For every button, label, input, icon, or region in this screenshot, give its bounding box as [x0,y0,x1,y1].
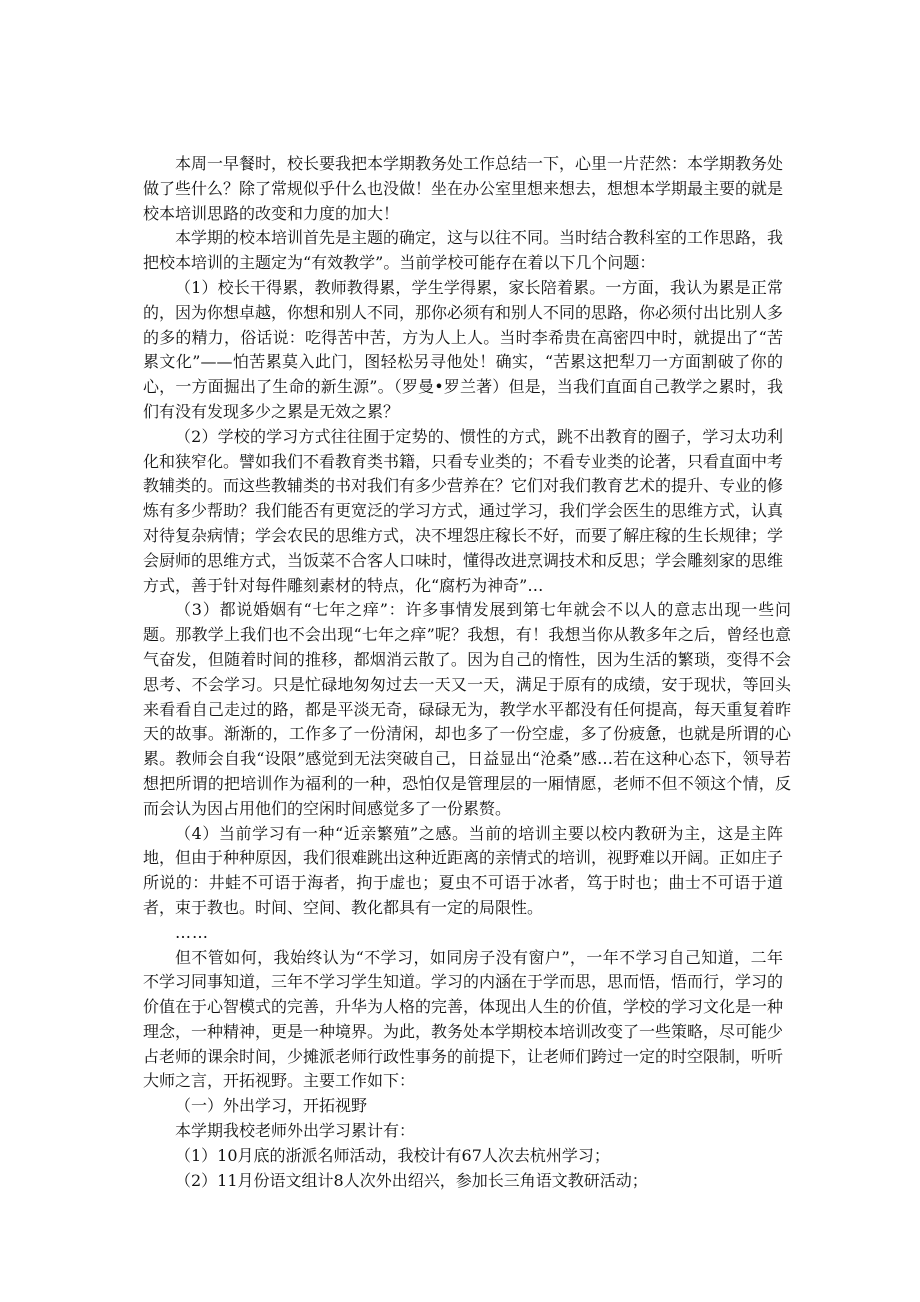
paragraph-problem-3: （3）都说婚姻有“七年之痒”：许多事情发展到第七年就会不以人的意志出现一些问题。那教学上我们也不会出现“七年之痒”呢？我想，有！我想当你从教多年之后，曾经也意气奋发，但随着时间的推移，都烟消云散了。因为自己的惰性，因为生活的繁琐，变得不会思考、不会学习。只是忙碌地匆匆过去一天又一天，满足于原有的成绩，安于现状，等回头来看看自己走过的路，都是平淡无奇，碌碌无为，教学水平都没有任何提高，每天重复着昨天的故事。渐渐的，工作多了一份清闲，却也多了一份空虚，多了份疲惫，也就是所谓的心累。教师会自我“设限”感觉到无法突破自己，日益显出“沧桑”感…若在这种心态下，领导若想把所谓的把培训作为福利的一种，恐怕仅是管理层的一厢情愿，老师不但不领这个情，反而会认为因占用他们的空闲时间感觉多了一份累赘。 [143,600,791,818]
ellipsis-line: …… [175,922,209,942]
section-heading-outside-learning: （一）外出学习，开拓视野 [175,1096,368,1116]
paragraph-learning-philosophy: 但不管如何，我始终认为“不学习，如同房子没有窗户”，一年不学习自己知道，二年不学习同事知道，三年不学习学生知道。学习的内涵在于学而思，思而悟，悟而行，学习的价值在于心智模式的完善，升华为人格的完善，体现出人生的价值，学校的学习文化是一种理念，一种精神，更是一种境界。为此，教务处本学期校本培训改变了一些策略，尽可能少占老师的课余时间，少摊派老师行政性事务的前提下，让老师们跨过一定的时空限制，听听大师之言，开拓视野。主要工作如下： [143,947,784,1091]
paragraph-problem-4: （4）当前学习有一种“近亲繁殖”之感。当前的培训主要以校内教研为主，这是主阵地，但由于种种原因，我们很难跳出这种近距离的亲情式的培训，视野难以开阔。正如庄子所说的：井蛙不可语于海者，拘于虚也；夏虫不可语于冰者，笃于时也；曲士不可语于道者，束于教也。时间、空间、教化都具有一定的局限性。 [143,823,784,917]
paragraph-problem-1: （1）校长干得累，教师教得累，学生学得累，家长陪着累。一方面，我认为累是正常的，因为你想卓越，你想和别人不同，那你必须有和别人不同的思路，你必须付出比别人多的多的精力，俗话说：吃得苦中苦，方为人上人。当时李希贵在高密四中时，就提出了“苦累文化”——怕苦累莫入此门，图轻松另寻他处！确实，“苦累这把犁刀一方面割破了你的心，一方面掘出了生命的新生源”。（罗曼•罗兰著）但是，当我们直面自己教学之累时，我们有没有发现多少之累是无效之累？ [143,277,784,421]
list-item-activity-2: （2）11月份语文组计8人次外出绍兴，参加长三角语文教研活动； [175,1170,648,1190]
paragraph-theme: 本学期的校本培训首先是主题的确定，这与以往不同。当时结合教科室的工作思路，我把校本培训的主题定为“有效教学”。当前学校可能存在着以下几个问题： [143,228,784,273]
paragraph-outside-learning-intro: 本学期我校老师外出学习累计有： [175,1121,416,1141]
document-body [143,152,791,1193]
list-item-activity-1: （1）10月底的浙派名师活动，我校计有67人次去杭州学习； [175,1145,610,1165]
paragraph-intro: 本周一早餐时，校长要我把本学期教务处工作总结一下，心里一片茫然：本学期教务处做了些什么？除了常规似乎什么也没做！坐在办公室里想来想去，想想本学期最主要的就是校本培训思路的改变和力度的加大！ [143,154,784,223]
paragraph-problem-2: （2）学校的学习方式往往囿于定势的、惯性的方式，跳不出教育的圈子，学习太功利化和狭窄化。譬如我们不看教育类书籍，只看专业类的；不看专业类的论著，只看直面中考教辅类的。而这些教辅类的书对我们有多少营养在？它们对我们教育艺术的提升、专业的修炼有多少帮助？我们能否有更宽泛的学习方式，通过学习，我们学会医生的思维方式，认真对待复杂病情；学会农民的思维方式，决不埋怨庄稼长不好，而要了解庄稼的生长规律；学会厨师的思维方式，当饭菜不合客人口味时，懂得改进烹调技术和反思；学会雕刻家的思维方式，善于针对每件雕刻素材的特点，化“腐朽为神奇”… [143,426,784,595]
